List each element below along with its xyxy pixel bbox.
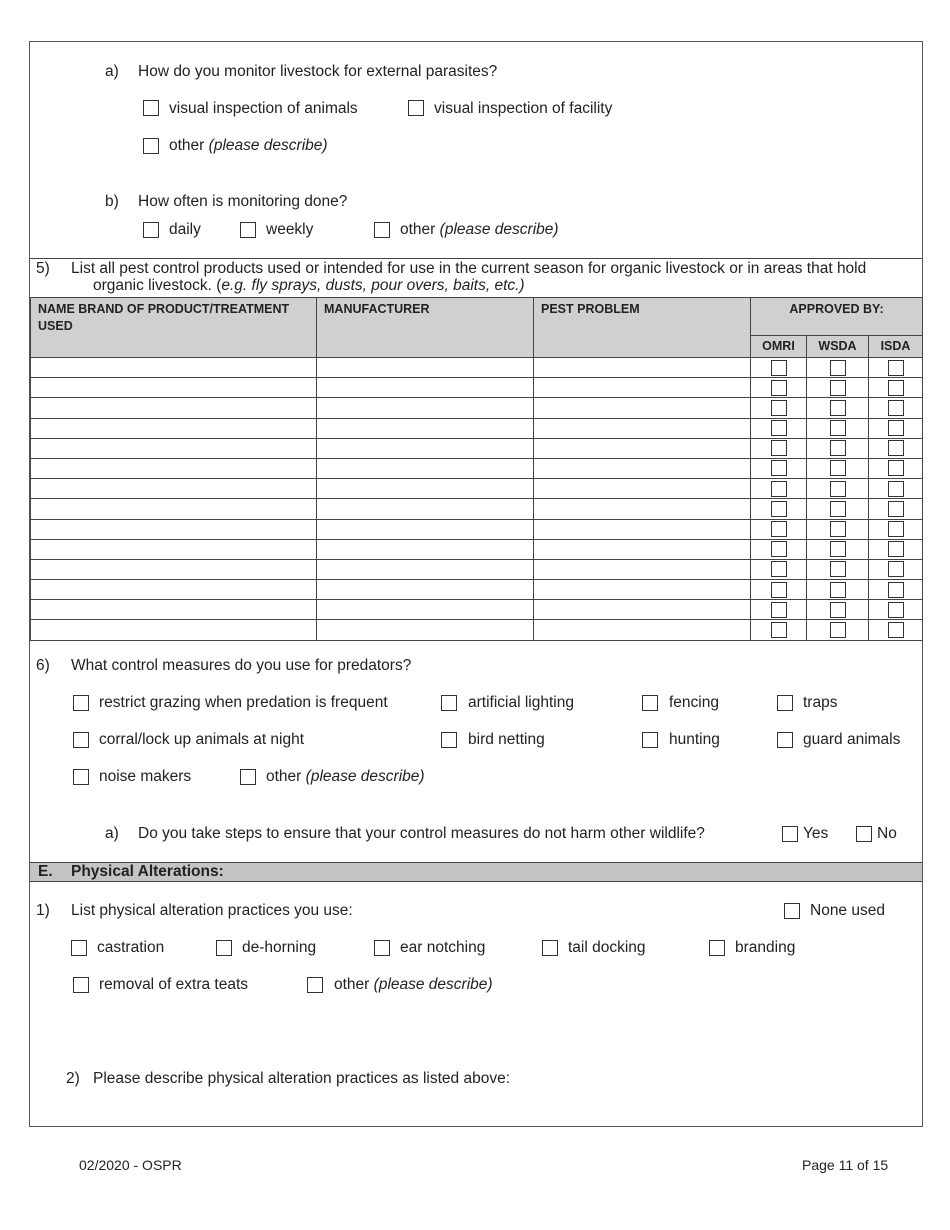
wsda-cell	[807, 358, 869, 378]
pest-problem-cell[interactable]	[534, 620, 751, 640]
wsda-cell	[807, 438, 869, 458]
pest-problem-cell[interactable]	[534, 458, 751, 478]
manufacturer-cell[interactable]	[317, 519, 534, 539]
checkbox-omri[interactable]	[771, 400, 787, 416]
q5-number: 5)	[36, 260, 50, 277]
manufacturer-cell[interactable]	[317, 378, 534, 398]
checkbox-guard-animals[interactable]	[777, 732, 793, 748]
product-name-cell[interactable]	[31, 378, 317, 398]
checkbox-removal-extra-teats[interactable]	[73, 977, 89, 993]
checkbox-omri[interactable]	[771, 420, 787, 436]
product-name-cell[interactable]	[31, 458, 317, 478]
q6a-number: a)	[105, 825, 119, 842]
wsda-cell	[807, 378, 869, 398]
footer-page-number: Page 11 of 15	[802, 1157, 889, 1173]
checkbox-e1-other[interactable]	[307, 977, 323, 993]
product-name-cell[interactable]	[31, 539, 317, 559]
wsda-cell	[807, 519, 869, 539]
checkbox-q4a-other[interactable]	[143, 138, 159, 154]
wsda-cell	[807, 580, 869, 600]
checkbox-wsda[interactable]	[830, 561, 846, 577]
label-hunting: hunting	[669, 731, 720, 748]
isda-cell	[869, 580, 923, 600]
e1-other-hint: (please describe)	[373, 976, 493, 993]
table-row	[31, 418, 923, 438]
checkbox-isda[interactable]	[888, 380, 904, 396]
label-ear-notching: ear notching	[400, 939, 486, 956]
q4b-other-text: other	[400, 221, 436, 238]
checkbox-artificial-lighting[interactable]	[441, 695, 457, 711]
checkbox-fencing[interactable]	[642, 695, 658, 711]
label-removal-extra-teats: removal of extra teats	[99, 976, 249, 993]
checkbox-omri[interactable]	[771, 380, 787, 396]
isda-cell	[869, 418, 923, 438]
pest-problem-cell[interactable]	[534, 438, 751, 458]
header-product-name: NAME BRAND OF PRODUCT/TREATMENT USED	[31, 298, 317, 358]
e2-question: Please describe physical alteration practices as listed above:	[93, 1070, 511, 1087]
checkbox-q6a-no[interactable]	[856, 826, 872, 842]
table-row	[31, 580, 923, 600]
label-guard-animals: guard animals	[803, 731, 901, 748]
pest-problem-cell[interactable]	[534, 580, 751, 600]
isda-cell	[869, 539, 923, 559]
product-name-cell[interactable]	[31, 398, 317, 418]
label-bird-netting: bird netting	[468, 731, 545, 748]
pest-table-body	[31, 358, 923, 641]
isda-cell	[869, 438, 923, 458]
isda-cell	[869, 398, 923, 418]
checkbox-q6a-yes[interactable]	[782, 826, 798, 842]
omri-cell	[751, 398, 807, 418]
pest-problem-cell[interactable]	[534, 418, 751, 438]
product-name-cell[interactable]	[31, 600, 317, 620]
checkbox-wsda[interactable]	[830, 481, 846, 497]
checkbox-wsda[interactable]	[830, 541, 846, 557]
divider	[30, 258, 922, 259]
omri-cell	[751, 378, 807, 398]
checkbox-wsda[interactable]	[830, 380, 846, 396]
product-name-cell[interactable]	[31, 580, 317, 600]
label-branding: branding	[735, 939, 796, 956]
checkbox-omri[interactable]	[771, 481, 787, 497]
omri-cell	[751, 358, 807, 378]
table-row	[31, 600, 923, 620]
omri-cell	[751, 519, 807, 539]
header-manufacturer: MANUFACTURER	[317, 298, 534, 358]
table-row	[31, 378, 923, 398]
checkbox-isda[interactable]	[888, 360, 904, 376]
pest-problem-cell[interactable]	[534, 499, 751, 519]
q6-other-hint: (please describe)	[305, 768, 425, 785]
q5-text-hint: e.g. fly sprays, dusts, pour overs, baits, etc.)	[221, 277, 525, 294]
label-fencing: fencing	[669, 694, 719, 711]
label-q6-other	[266, 768, 425, 786]
checkbox-castration[interactable]	[71, 940, 87, 956]
isda-cell	[869, 358, 923, 378]
omri-cell	[751, 600, 807, 620]
header-wsda: WSDA	[807, 336, 869, 358]
checkbox-ear-notching[interactable]	[374, 940, 390, 956]
pest-problem-cell[interactable]	[534, 539, 751, 559]
checkbox-isda[interactable]	[888, 501, 904, 517]
wsda-cell	[807, 600, 869, 620]
checkbox-wsda[interactable]	[830, 582, 846, 598]
product-name-cell[interactable]	[31, 559, 317, 579]
section-e-header	[30, 862, 922, 882]
checkbox-wsda[interactable]	[830, 501, 846, 517]
manufacturer-cell[interactable]	[317, 458, 534, 478]
product-name-cell[interactable]	[31, 519, 317, 539]
checkbox-noise-makers[interactable]	[73, 769, 89, 785]
table-row	[31, 458, 923, 478]
checkbox-q4b-other[interactable]	[374, 222, 390, 238]
omri-cell	[751, 620, 807, 640]
q4a-question: How do you monitor livestock for external parasites?	[138, 63, 498, 80]
product-name-cell[interactable]	[31, 418, 317, 438]
checkbox-omri[interactable]	[771, 501, 787, 517]
wsda-cell	[807, 539, 869, 559]
product-name-cell[interactable]	[31, 620, 317, 640]
pest-control-table	[30, 297, 923, 641]
q5-text-line2-main: organic livestock. (	[93, 277, 222, 294]
checkbox-wsda[interactable]	[830, 400, 846, 416]
pest-problem-cell[interactable]	[534, 519, 751, 539]
omri-cell	[751, 499, 807, 519]
checkbox-traps[interactable]	[777, 695, 793, 711]
checkbox-restrict-grazing[interactable]	[73, 695, 89, 711]
q5-text-line1: List all pest control products used or intended for use in the current season for organic livestock or in areas that hold	[71, 260, 867, 277]
q6-other-text: other	[266, 768, 302, 785]
omri-cell	[751, 539, 807, 559]
table-row	[31, 620, 923, 640]
checkbox-wsda[interactable]	[830, 460, 846, 476]
product-name-cell[interactable]	[31, 499, 317, 519]
label-de-horning: de-horning	[242, 939, 317, 956]
table-row	[31, 539, 923, 559]
q4b-question: How often is monitoring done?	[138, 193, 348, 210]
checkbox-weekly[interactable]	[240, 222, 256, 238]
checkbox-isda[interactable]	[888, 521, 904, 537]
wsda-cell	[807, 499, 869, 519]
manufacturer-cell[interactable]	[317, 499, 534, 519]
manufacturer-cell[interactable]	[317, 539, 534, 559]
omri-cell	[751, 438, 807, 458]
manufacturer-cell[interactable]	[317, 398, 534, 418]
e2-number: 2)	[66, 1070, 80, 1087]
header-pest-problem: PEST PROBLEM	[534, 298, 751, 358]
checkbox-isda[interactable]	[888, 460, 904, 476]
label-traps: traps	[803, 694, 838, 711]
q4a-number: a)	[105, 63, 119, 80]
label-tail-docking: tail docking	[568, 939, 646, 956]
checkbox-isda[interactable]	[888, 622, 904, 638]
checkbox-omri[interactable]	[771, 460, 787, 476]
pest-problem-cell[interactable]	[534, 479, 751, 499]
label-q6a-yes: Yes	[803, 825, 829, 842]
label-restrict-grazing: restrict grazing when predation is frequent	[99, 694, 388, 711]
manufacturer-cell[interactable]	[317, 559, 534, 579]
label-q6a-no: No	[877, 825, 897, 842]
manufacturer-cell[interactable]	[317, 479, 534, 499]
section-e-letter: E.	[38, 863, 53, 880]
label-e1-other	[334, 976, 493, 994]
header-approved-by: APPROVED BY:	[751, 298, 923, 336]
header-omri: OMRI	[751, 336, 807, 358]
isda-cell	[869, 378, 923, 398]
checkbox-omri[interactable]	[771, 602, 787, 618]
manufacturer-cell[interactable]	[317, 580, 534, 600]
checkbox-isda[interactable]	[888, 602, 904, 618]
label-weekly: weekly	[266, 221, 314, 238]
q4a-other-hint: (please describe)	[208, 137, 328, 154]
label-castration: castration	[97, 939, 165, 956]
omri-cell	[751, 418, 807, 438]
manufacturer-cell[interactable]	[317, 418, 534, 438]
checkbox-omri[interactable]	[771, 440, 787, 456]
table-row	[31, 519, 923, 539]
table-row	[31, 398, 923, 418]
checkbox-omri[interactable]	[771, 561, 787, 577]
e1-question: List physical alteration practices you use:	[71, 902, 353, 919]
checkbox-wsda[interactable]	[830, 622, 846, 638]
checkbox-isda[interactable]	[888, 481, 904, 497]
manufacturer-cell[interactable]	[317, 620, 534, 640]
q5-text-line2	[93, 277, 525, 295]
checkbox-tail-docking[interactable]	[542, 940, 558, 956]
table-row	[31, 559, 923, 579]
isda-cell	[869, 499, 923, 519]
omri-cell	[751, 458, 807, 478]
checkbox-omri[interactable]	[771, 582, 787, 598]
checkbox-omri[interactable]	[771, 541, 787, 557]
checkbox-isda[interactable]	[888, 440, 904, 456]
form-page	[29, 41, 923, 1127]
checkbox-isda[interactable]	[888, 561, 904, 577]
pest-problem-cell[interactable]	[534, 398, 751, 418]
label-noise-makers: noise makers	[99, 768, 192, 785]
wsda-cell	[807, 458, 869, 478]
label-daily: daily	[169, 221, 201, 238]
header-isda: ISDA	[869, 336, 923, 358]
isda-cell	[869, 479, 923, 499]
checkbox-daily[interactable]	[143, 222, 159, 238]
omri-cell	[751, 479, 807, 499]
label-visual-inspection-facility: visual inspection of facility	[434, 100, 613, 117]
isda-cell	[869, 600, 923, 620]
checkbox-omri[interactable]	[771, 521, 787, 537]
q4b-other-hint: (please describe)	[439, 221, 559, 238]
omri-cell	[751, 580, 807, 600]
manufacturer-cell[interactable]	[317, 438, 534, 458]
checkbox-wsda[interactable]	[830, 420, 846, 436]
checkbox-wsda[interactable]	[830, 360, 846, 376]
isda-cell	[869, 620, 923, 640]
checkbox-wsda[interactable]	[830, 602, 846, 618]
product-name-cell[interactable]	[31, 479, 317, 499]
e1-number: 1)	[36, 902, 50, 919]
checkbox-visual-inspection-facility[interactable]	[408, 100, 424, 116]
checkbox-isda[interactable]	[888, 582, 904, 598]
checkbox-isda[interactable]	[888, 420, 904, 436]
manufacturer-cell[interactable]	[317, 600, 534, 620]
omri-cell	[751, 559, 807, 579]
product-name-cell[interactable]	[31, 438, 317, 458]
section-e-title: Physical Alterations:	[71, 863, 224, 880]
checkbox-wsda[interactable]	[830, 521, 846, 537]
label-q4b-other	[400, 221, 559, 239]
label-visual-inspection-animals: visual inspection of animals	[169, 100, 358, 117]
table-row	[31, 358, 923, 378]
checkbox-corral-lockup[interactable]	[73, 732, 89, 748]
table-row	[31, 499, 923, 519]
checkbox-none-used[interactable]	[784, 903, 800, 919]
pest-problem-cell[interactable]	[534, 358, 751, 378]
wsda-cell	[807, 418, 869, 438]
q6-question: What control measures do you use for predators?	[71, 657, 412, 674]
checkbox-isda[interactable]	[888, 541, 904, 557]
wsda-cell	[807, 559, 869, 579]
checkbox-branding[interactable]	[709, 940, 725, 956]
checkbox-omri[interactable]	[771, 360, 787, 376]
checkbox-isda[interactable]	[888, 400, 904, 416]
label-q4a-other	[169, 137, 328, 155]
q6a-question: Do you take steps to ensure that your control measures do not harm other wildlife?	[138, 825, 705, 842]
pest-problem-cell[interactable]	[534, 600, 751, 620]
table-row	[31, 438, 923, 458]
checkbox-visual-inspection-animals[interactable]	[143, 100, 159, 116]
wsda-cell	[807, 479, 869, 499]
manufacturer-cell[interactable]	[317, 358, 534, 378]
e1-other-text: other	[334, 976, 370, 993]
product-name-cell[interactable]	[31, 358, 317, 378]
checkbox-hunting[interactable]	[642, 732, 658, 748]
wsda-cell	[807, 398, 869, 418]
pest-problem-cell[interactable]	[534, 559, 751, 579]
q4a-other-text: other	[169, 137, 205, 154]
wsda-cell	[807, 620, 869, 640]
label-none-used: None used	[810, 902, 885, 919]
checkbox-omri[interactable]	[771, 622, 787, 638]
isda-cell	[869, 559, 923, 579]
label-artificial-lighting: artificial lighting	[468, 694, 574, 711]
label-corral-lockup: corral/lock up animals at night	[99, 731, 305, 748]
isda-cell	[869, 458, 923, 478]
q6-number: 6)	[36, 657, 50, 674]
checkbox-q6-other[interactable]	[240, 769, 256, 785]
checkbox-de-horning[interactable]	[216, 940, 232, 956]
checkbox-wsda[interactable]	[830, 440, 846, 456]
footer-date-code: 02/2020 - OSPR	[79, 1157, 182, 1173]
table-row	[31, 479, 923, 499]
checkbox-bird-netting[interactable]	[441, 732, 457, 748]
pest-problem-cell[interactable]	[534, 378, 751, 398]
q4b-number: b)	[105, 193, 119, 210]
isda-cell	[869, 519, 923, 539]
